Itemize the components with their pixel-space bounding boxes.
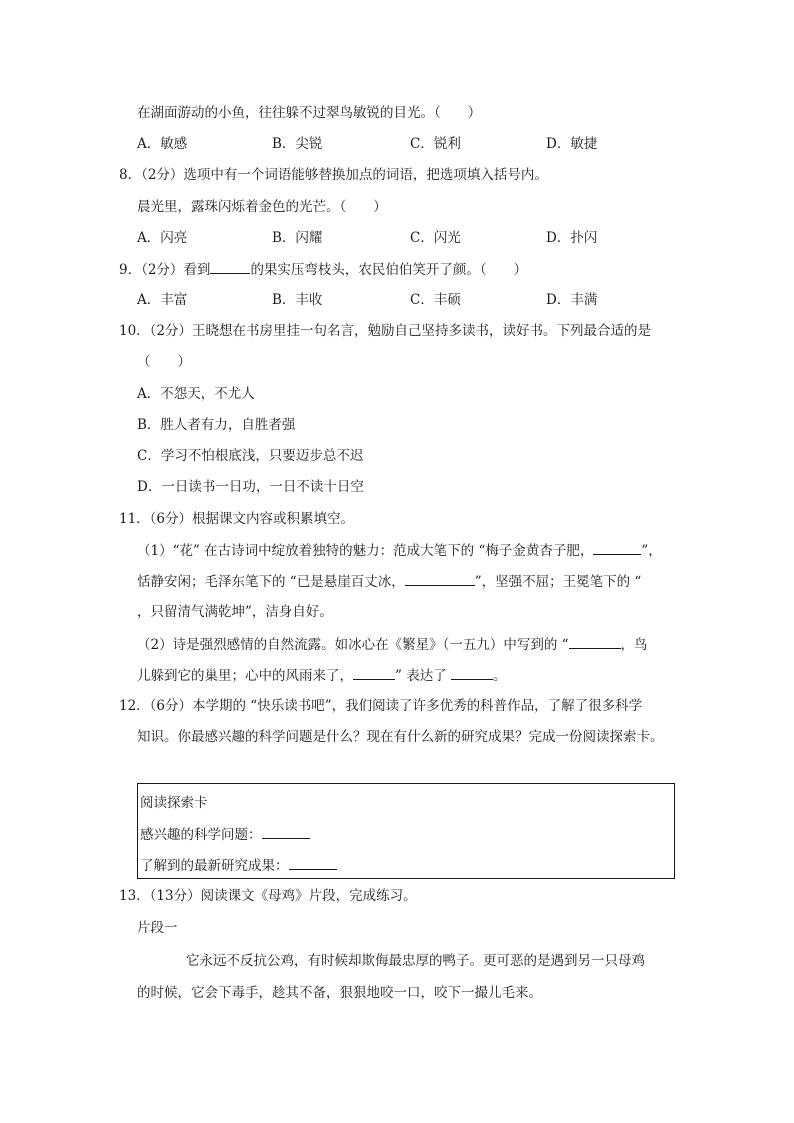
q8-option-b: B．闪耀: [272, 230, 323, 246]
q11-p2-l2-text: 儿躲到它的巢里；心中的风雨来了，: [137, 668, 353, 684]
q11-stem: 11．（6分）根据课文内容或积累填空。: [119, 511, 355, 527]
card-title: 阅读探索卡: [140, 795, 208, 811]
q11-p2-l2-tail: 。: [492, 668, 507, 684]
q12-stem-line1: 12．（6分）本学期的 “快乐读书吧”，我们阅读了许多优秀的科普作品，了解了很多科学: [119, 698, 643, 714]
card-question-blank[interactable]: [262, 824, 310, 839]
q7-sentence: 在湖面游动的小鱼，往往躲不过翠鸟敏锐的目光。（ ）: [137, 105, 482, 121]
q10-option-a: A．不怨天，不尤人: [137, 386, 255, 402]
q11-blank-3[interactable]: [569, 634, 621, 649]
q9-stem: [119, 259, 527, 280]
q11-p1-l2-tail: ”，坚强不屈；王冕笔下的 “: [474, 574, 642, 590]
q13-stem: 13．（13分）阅读课文《母鸡》片段，完成练习。: [119, 888, 417, 904]
q8-stem: 8．（2分）选项中有一个词语能够替换加点的词语，把选项填入括号内。: [119, 167, 548, 183]
q9-stem-post: 的果实压弯枝头，农民伯伯笑开了颜。（ ）: [250, 262, 528, 278]
q11-blank-1[interactable]: [593, 540, 641, 555]
q10-option-c: C．学习不怕根底浅，只要迈步总不迟: [137, 448, 364, 464]
q10-stem: 10．（2分）王晓想在书房里挂一句名言，勉励自己坚持多读书，读好书。下列最合适的是: [119, 323, 652, 339]
q11-part2-line2: [137, 665, 506, 686]
q11-blank-4[interactable]: [353, 665, 395, 680]
q11-p1-l1-text: （1）“花” 在古诗词中绽放着独特的魅力：范成大笔下的 “梅子金黄杏子肥，: [137, 543, 594, 559]
q10-option-b: B．胜人者有力，自胜者强: [137, 417, 296, 433]
reading-exploration-card: [137, 783, 675, 879]
q11-part1-line3: ，只留清气满乾坤”，洁身自好。: [137, 604, 333, 620]
card-question-label: 感兴趣的科学问题：: [140, 827, 262, 843]
card-result-row: [140, 855, 337, 876]
q11-part2-line1: [137, 634, 648, 655]
q11-p2-l1-text: （2）诗是强烈感情的自然流露。如冰心在《繁星》（一五九）中写到的 “: [137, 637, 569, 653]
q11-p2-l1-tail: ，鸟: [620, 637, 648, 653]
q11-p1-l2-text: 恬静安闲；毛泽东笔下的 “已是悬崖百丈冰，: [137, 574, 405, 590]
q11-p2-l2-mid: ” 表达了: [395, 668, 451, 684]
q8-sentence: 晨光里，露珠闪烁着金色的光芒。（ ）: [137, 199, 387, 215]
q11-blank-5[interactable]: [451, 665, 493, 680]
q11-blank-2[interactable]: [405, 571, 475, 586]
q12-stem-line2: 知识。你最感兴趣的科学问题是什么？现在有什么新的研究成果？完成一份阅读探索卡。: [137, 729, 664, 745]
q13-passage-line1: 它永远不反抗公鸡，有时候却欺侮最忠厚的鸭子。更可恶的是遇到另一只母鸡: [186, 953, 645, 969]
q7-option-c: C．锐利: [410, 136, 461, 152]
q9-option-a: A．丰富: [137, 292, 188, 308]
card-question-row: [140, 824, 310, 845]
q8-option-a: A．闪亮: [137, 230, 188, 246]
q8-option-d: D．扑闪: [546, 230, 598, 246]
q7-option-b: B．尖锐: [272, 136, 323, 152]
q13-section-label: 片段一: [137, 920, 178, 936]
q8-option-c: C．闪光: [410, 230, 461, 246]
q7-option-a: A．敏感: [137, 136, 188, 152]
q9-option-c: C．丰硕: [410, 292, 461, 308]
q7-option-d: D．敏捷: [546, 136, 598, 152]
q11-p1-l1-tail: ”，: [641, 543, 662, 559]
q10-paren: （ ）: [137, 354, 191, 370]
q9-blank[interactable]: [210, 259, 250, 274]
q11-part1-line1: [137, 540, 662, 561]
q9-stem-pre: 9．（2分）看到: [119, 262, 211, 278]
q11-part1-line2: [137, 571, 641, 592]
q10-option-d: D．一日读书一日功，一日不读十日空: [137, 479, 364, 495]
card-result-label: 了解到的最新研究成果：: [140, 858, 289, 874]
q9-option-b: B．丰收: [272, 292, 323, 308]
q9-option-d: D．丰满: [546, 292, 598, 308]
q13-passage-line2: 的时候，它会下毒手，趁其不备，狠狠地咬一口，咬下一撮儿毛来。: [137, 985, 542, 1001]
card-result-blank[interactable]: [289, 855, 337, 870]
